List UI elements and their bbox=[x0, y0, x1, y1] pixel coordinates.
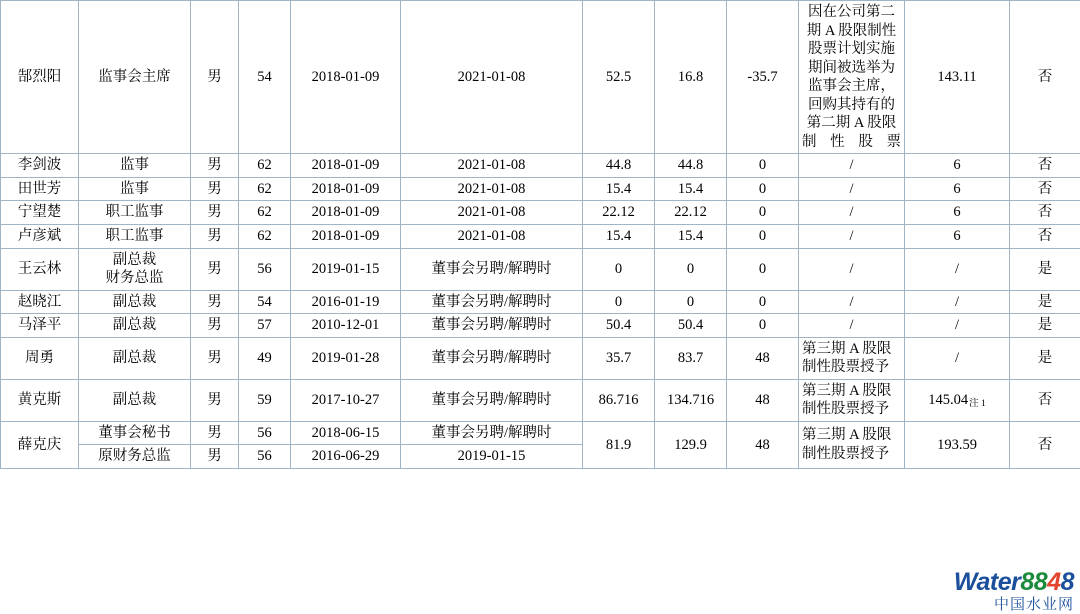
cell-change-reason: 因在公司第二期 A 股限制性股票计划实施期间被选举为监事会主席，回购其持有的第二期 A 股限制性股票 bbox=[799, 1, 905, 154]
cell-shares-end: 0 bbox=[655, 248, 727, 290]
watermark-num-a: 88 bbox=[1020, 568, 1048, 596]
cell-total-pay: 143.11 bbox=[905, 1, 1010, 154]
cell-name: 马泽平 bbox=[1, 314, 79, 338]
cell-gender: 男 bbox=[191, 421, 239, 445]
cell-shares-change: 0 bbox=[727, 201, 799, 225]
cell-start-date: 2016-06-29 bbox=[291, 445, 401, 469]
cell-age: 54 bbox=[239, 290, 291, 314]
cell-start-date: 2017-10-27 bbox=[291, 379, 401, 421]
cell-position: 监事 bbox=[79, 154, 191, 178]
cell-gender: 男 bbox=[191, 314, 239, 338]
cell-name: 黄克斯 bbox=[1, 379, 79, 421]
cell-name: 薛克庆 bbox=[1, 421, 79, 468]
cell-shares-change: 0 bbox=[727, 290, 799, 314]
cell-related-party: 否 bbox=[1010, 177, 1080, 201]
cell-gender: 男 bbox=[191, 248, 239, 290]
cell-name: 周勇 bbox=[1, 337, 79, 379]
cell-total-pay bbox=[905, 379, 1010, 421]
cell-total-pay: 6 bbox=[905, 154, 1010, 178]
cell-total-pay: 6 bbox=[905, 201, 1010, 225]
cell-change-reason: / bbox=[799, 225, 905, 249]
cell-shares-end: 16.8 bbox=[655, 1, 727, 154]
cell-position bbox=[79, 248, 191, 290]
position-line-2: 财务总监 bbox=[105, 270, 164, 287]
cell-start-date: 2018-01-09 bbox=[291, 154, 401, 178]
cell-age: 62 bbox=[239, 177, 291, 201]
cell-shares-end: 44.8 bbox=[655, 154, 727, 178]
cell-shares-begin: 35.7 bbox=[583, 337, 655, 379]
cell-start-date: 2019-01-28 bbox=[291, 337, 401, 379]
cell-shares-end: 22.12 bbox=[655, 201, 727, 225]
watermark-num-b: 4 bbox=[1047, 568, 1061, 596]
cell-start-date: 2018-01-09 bbox=[291, 1, 401, 154]
cell-position: 职工监事 bbox=[79, 201, 191, 225]
cell-position: 职工监事 bbox=[79, 225, 191, 249]
table-row bbox=[1, 290, 1080, 314]
table-row bbox=[1, 248, 1080, 290]
cell-name: 宁望楚 bbox=[1, 201, 79, 225]
cell-shares-end: 134.716 bbox=[655, 379, 727, 421]
cell-shares-end: 129.9 bbox=[655, 421, 727, 468]
table-row bbox=[1, 154, 1080, 178]
cell-related-party: 否 bbox=[1010, 154, 1080, 178]
cell-gender: 男 bbox=[191, 445, 239, 469]
cell-shares-change: 48 bbox=[727, 421, 799, 468]
cell-name: 赵晓江 bbox=[1, 290, 79, 314]
cell-shares-begin: 15.4 bbox=[583, 177, 655, 201]
cell-end-date: 2021-01-08 bbox=[401, 201, 583, 225]
cell-name: 卢彦斌 bbox=[1, 225, 79, 249]
cell-end-date: 董事会另聘/解聘时 bbox=[401, 314, 583, 338]
cell-end-date: 2021-01-08 bbox=[401, 1, 583, 154]
cell-end-date: 董事会另聘/解聘时 bbox=[401, 379, 583, 421]
cell-change-reason: / bbox=[799, 201, 905, 225]
cell-related-party: 是 bbox=[1010, 290, 1080, 314]
cell-shares-begin: 52.5 bbox=[583, 1, 655, 154]
cell-start-date: 2018-06-15 bbox=[291, 421, 401, 445]
watermark-brand-text: Water bbox=[953, 568, 1021, 596]
cell-shares-end: 15.4 bbox=[655, 177, 727, 201]
table-row bbox=[1, 314, 1080, 338]
cell-name: 郜烈阳 bbox=[1, 1, 79, 154]
cell-position: 原财务总监 bbox=[79, 445, 191, 469]
pay-footnote-marker: 注 1 bbox=[969, 399, 986, 410]
cell-related-party: 是 bbox=[1010, 248, 1080, 290]
table-row bbox=[1, 337, 1080, 379]
watermark-num-c: 8 bbox=[1060, 568, 1074, 596]
cell-gender: 男 bbox=[191, 379, 239, 421]
cell-shares-begin: 50.4 bbox=[583, 314, 655, 338]
cell-start-date: 2019-01-15 bbox=[291, 248, 401, 290]
cell-gender: 男 bbox=[191, 337, 239, 379]
cell-age: 62 bbox=[239, 225, 291, 249]
cell-total-pay: / bbox=[905, 290, 1010, 314]
cell-shares-begin: 22.12 bbox=[583, 201, 655, 225]
cell-start-date: 2010-12-01 bbox=[291, 314, 401, 338]
cell-shares-begin: 81.9 bbox=[583, 421, 655, 468]
cell-shares-end: 15.4 bbox=[655, 225, 727, 249]
cell-age: 54 bbox=[239, 1, 291, 154]
cell-name: 王云林 bbox=[1, 248, 79, 290]
watermark bbox=[954, 570, 1074, 612]
cell-shares-begin: 86.716 bbox=[583, 379, 655, 421]
table-row bbox=[1, 201, 1080, 225]
cell-change-reason: 第三期 A 股限制性股票授予 bbox=[799, 337, 905, 379]
cell-gender: 男 bbox=[191, 225, 239, 249]
cell-age: 59 bbox=[239, 379, 291, 421]
cell-age: 56 bbox=[239, 421, 291, 445]
cell-gender: 男 bbox=[191, 290, 239, 314]
cell-shares-change: 0 bbox=[727, 177, 799, 201]
cell-shares-change: 0 bbox=[727, 248, 799, 290]
cell-shares-end: 83.7 bbox=[655, 337, 727, 379]
cell-gender: 男 bbox=[191, 201, 239, 225]
cell-total-pay: / bbox=[905, 248, 1010, 290]
cell-shares-change: 48 bbox=[727, 337, 799, 379]
cell-name: 田世芳 bbox=[1, 177, 79, 201]
cell-shares-begin: 44.8 bbox=[583, 154, 655, 178]
cell-gender: 男 bbox=[191, 177, 239, 201]
cell-related-party: 否 bbox=[1010, 225, 1080, 249]
cell-change-reason: / bbox=[799, 314, 905, 338]
cell-age: 62 bbox=[239, 154, 291, 178]
cell-total-pay: 193.59 bbox=[905, 421, 1010, 468]
cell-position: 监事 bbox=[79, 177, 191, 201]
cell-change-reason: / bbox=[799, 248, 905, 290]
cell-change-reason: / bbox=[799, 177, 905, 201]
cell-change-reason: 第三期 A 股限制性股票授予 bbox=[799, 379, 905, 421]
table-row bbox=[1, 421, 1080, 445]
cell-shares-change: 0 bbox=[727, 314, 799, 338]
cell-end-date: 董事会另聘/解聘时 bbox=[401, 248, 583, 290]
cell-age: 56 bbox=[239, 248, 291, 290]
cell-change-reason: 第三期 A 股限制性股票授予 bbox=[799, 421, 905, 468]
cell-shares-begin: 0 bbox=[583, 290, 655, 314]
cell-shares-change: 48 bbox=[727, 379, 799, 421]
cell-start-date: 2016-01-19 bbox=[291, 290, 401, 314]
position-line-1: 副总裁 bbox=[112, 251, 157, 268]
cell-position: 副总裁 bbox=[79, 314, 191, 338]
cell-start-date: 2018-01-09 bbox=[291, 201, 401, 225]
cell-total-pay: / bbox=[905, 337, 1010, 379]
table-row bbox=[1, 379, 1080, 421]
cell-position: 董事会秘书 bbox=[79, 421, 191, 445]
cell-end-date: 董事会另聘/解聘时 bbox=[401, 421, 583, 445]
cell-gender: 男 bbox=[191, 154, 239, 178]
pay-value: 145.04 bbox=[928, 392, 969, 409]
cell-end-date: 董事会另聘/解聘时 bbox=[401, 290, 583, 314]
cell-change-reason: / bbox=[799, 290, 905, 314]
cell-position: 副总裁 bbox=[79, 379, 191, 421]
cell-end-date: 2021-01-08 bbox=[401, 177, 583, 201]
cell-related-party: 否 bbox=[1010, 379, 1080, 421]
cell-shares-change: 0 bbox=[727, 225, 799, 249]
cell-age: 56 bbox=[239, 445, 291, 469]
cell-related-party: 否 bbox=[1010, 201, 1080, 225]
cell-position: 副总裁 bbox=[79, 337, 191, 379]
cell-total-pay: / bbox=[905, 314, 1010, 338]
watermark-brand bbox=[954, 570, 1074, 595]
cell-shares-begin: 15.4 bbox=[583, 225, 655, 249]
cell-start-date: 2018-01-09 bbox=[291, 177, 401, 201]
cell-shares-end: 50.4 bbox=[655, 314, 727, 338]
cell-shares-change: 0 bbox=[727, 154, 799, 178]
cell-start-date: 2018-01-09 bbox=[291, 225, 401, 249]
cell-gender: 男 bbox=[191, 1, 239, 154]
table-row bbox=[1, 225, 1080, 249]
cell-total-pay: 6 bbox=[905, 177, 1010, 201]
cell-end-date: 2021-01-08 bbox=[401, 225, 583, 249]
table-row bbox=[1, 1, 1080, 154]
cell-age: 49 bbox=[239, 337, 291, 379]
cell-shares-change: -35.7 bbox=[727, 1, 799, 154]
cell-shares-begin: 0 bbox=[583, 248, 655, 290]
cell-related-party: 是 bbox=[1010, 314, 1080, 338]
cell-position: 监事会主席 bbox=[79, 1, 191, 154]
watermark-site-name: 中国水业网 bbox=[993, 596, 1074, 613]
cell-age: 57 bbox=[239, 314, 291, 338]
table-row bbox=[1, 177, 1080, 201]
cell-change-reason: / bbox=[799, 154, 905, 178]
cell-shares-end: 0 bbox=[655, 290, 727, 314]
cell-position: 副总裁 bbox=[79, 290, 191, 314]
cell-name: 李剑波 bbox=[1, 154, 79, 178]
cell-total-pay: 6 bbox=[905, 225, 1010, 249]
cell-end-date: 2021-01-08 bbox=[401, 154, 583, 178]
cell-related-party: 是 bbox=[1010, 337, 1080, 379]
cell-end-date: 2019-01-15 bbox=[401, 445, 583, 469]
cell-related-party: 否 bbox=[1010, 1, 1080, 154]
cell-end-date: 董事会另聘/解聘时 bbox=[401, 337, 583, 379]
cell-related-party: 否 bbox=[1010, 421, 1080, 468]
cell-age: 62 bbox=[239, 201, 291, 225]
